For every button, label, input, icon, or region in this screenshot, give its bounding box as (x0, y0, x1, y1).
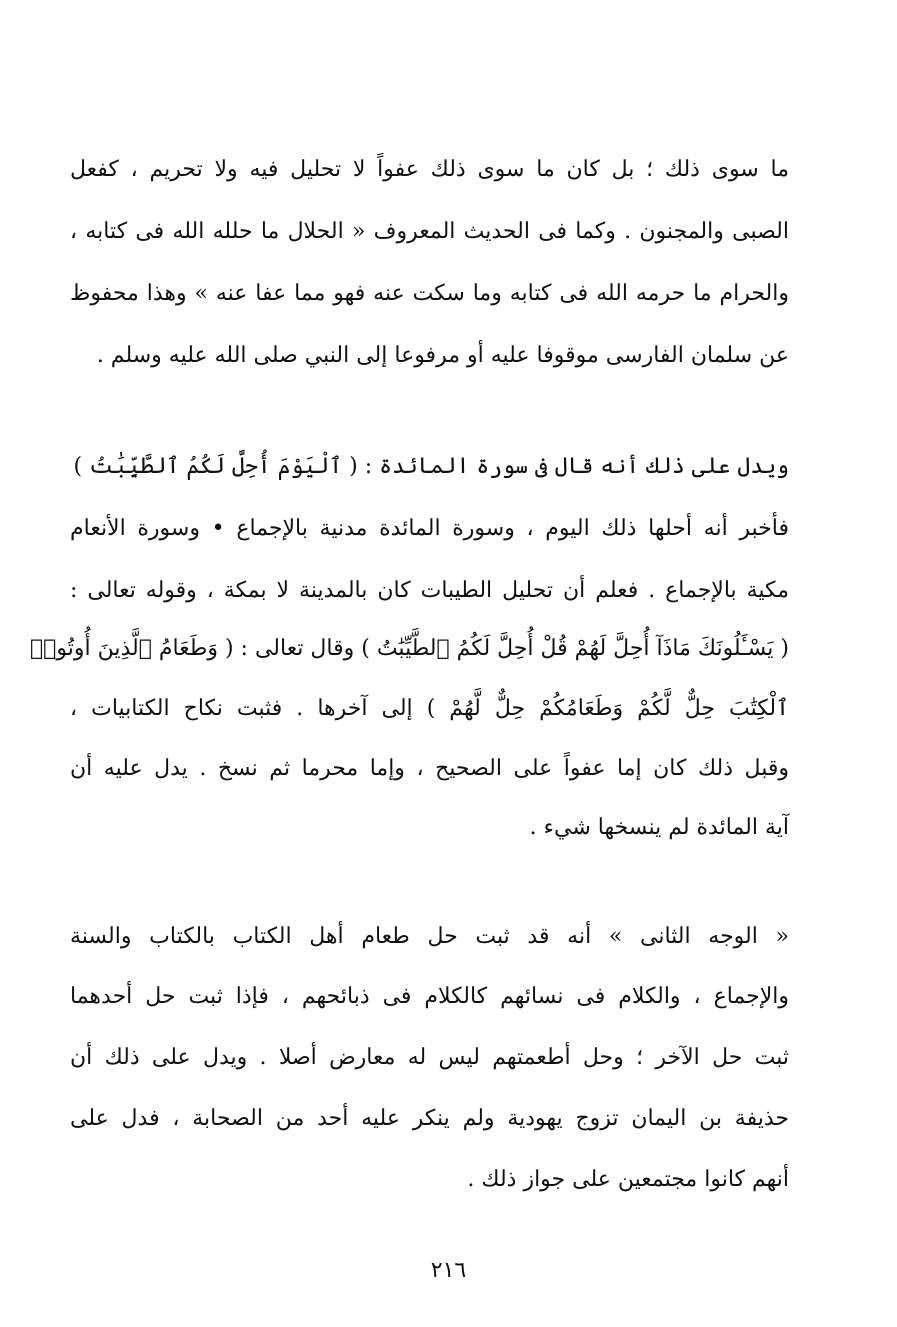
text-line: الصبى والمجنون . وكما فى الحديث المعروف « الحلال ما حلله الله فى كتابه ، (70, 219, 789, 244)
text-line: وقبل ذلك كان إما عفواً على الصحيح ، وإما محرما ثم نسخ . يدل عليه أن (70, 756, 789, 781)
text-line: ويدل على ذلك أنه قال فى سورة المائدة : ( ٱلْيَوْمَ أُحِلَّ لَكُمُ ٱلطَّيِّبَٰتُ ) (73, 454, 789, 479)
text-line: « الوجه الثانى » أنه قد ثبت حل طعام أهل الكتاب بالكتاب والسنة (70, 924, 789, 949)
text-line: ٱلْكِتَٰبَ حِلٌّ لَّكُمْ وَطَعَامُكُمْ حِلٌّ لَّهُمْ ) إلى آخرها . فثبت نكاح الكتابيات ، (70, 696, 789, 721)
text-line: عن سلمان الفارسى موقوفا عليه أو مرفوعا إلى النبي صلى الله عليه وسلم . (96, 343, 789, 368)
text-line: حذيفة بن اليمان تزوج يهودية ولم ينكر عليه أحد من الصحابة ، فدل على (70, 1106, 789, 1131)
text-line: والحرام ما حرمه الله فى كتابه وما سكت عنه فهو مما عفا عنه » وهذا محفوظ (70, 281, 789, 306)
text-line: أنهم كانوا مجتمعين على جواز ذلك . (467, 1167, 789, 1192)
page-number: ٢١٦ (430, 1258, 467, 1283)
text-line: فأخبر أنه أحلها ذلك اليوم ، وسورة المائدة مدنية بالإجماع • وسورة الأنعام (70, 516, 789, 541)
text-line: ثبت حل الآخر ؛ وحل أطعمتهم ليس له معارض أصلا . ويدل على ذلك أن (70, 1045, 789, 1070)
text-line: ما سوى ذلك ؛ بل كان ما سوى ذلك عفواً لا تحليل فيه ولا تحريم ، كفعل (70, 157, 789, 182)
text-line: ( يَسْـَٔلُونَكَ مَاذَآ أُحِلَّ لَهُمْ قُلْ أُحِلَّ لَكُمُ ٱلطَّيِّبَٰتُ ) وقال تعالى : ( وَطَعَامُ ٱلَّذِينَ أُوتُوا۟ (29, 636, 789, 661)
text-line: آية المائدة لم ينسخها شيء . (529, 815, 789, 840)
text-line: مكية بالإجماع . فعلم أن تحليل الطيبات كان بالمدينة لا بمكة ، وقوله تعالى : (70, 578, 789, 603)
text-line: والإجماع ، والكلام فى نسائهم كالكلام فى ذبائحهم ، فإذا ثبت حل أحدهما (70, 984, 789, 1009)
